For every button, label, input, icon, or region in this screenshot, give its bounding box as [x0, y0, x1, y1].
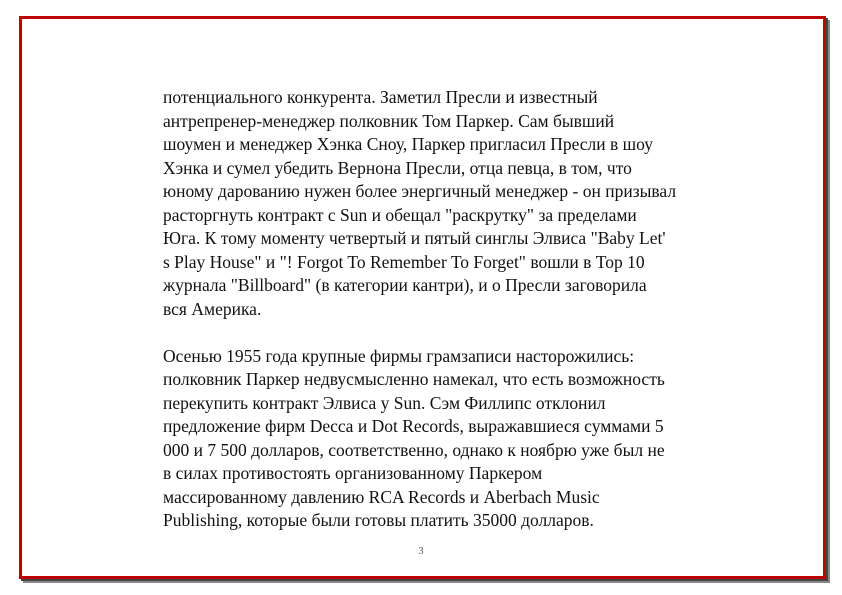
text-line: 000 и 7 500 долларов, соответственно, однако к ноябрю уже был не	[163, 439, 665, 460]
text-line: антрепренер-менеджер полковник Том Паркер. Сам бывший	[163, 110, 615, 131]
paragraph-1	[163, 86, 748, 321]
text-line: в силах противостоять организованному Паркером	[163, 463, 543, 483]
text-line: Хэнка и сумел убедить Вернона Пресли, отца певца, в том, что	[163, 157, 632, 178]
text-line: потенциального конкурента. Заметил Пресли и известный	[163, 87, 598, 107]
text-line: полковник Паркер недвусмысленно намекал, что есть возможность	[163, 369, 665, 389]
text-line: перекупить контракт Элвиса у Sun. Сэм Филлипс отклонил	[163, 392, 606, 413]
text-line: журнала "Billboard" (в категории кантри), и о Пресли заговорила	[163, 275, 647, 295]
document-body	[163, 86, 748, 533]
text-line: вся Америка.	[163, 298, 262, 319]
page-number: 3	[418, 546, 424, 557]
text-line: предложение фирм Decca и Dot Records, выражавшиеся суммами 5	[163, 416, 664, 436]
paragraph-2	[163, 345, 748, 533]
text-line: Юга. К тому моменту четвертый и пятый синглы Элвиса "Baby Let'	[163, 228, 666, 248]
text-line: Осенью 1955 года крупные фирмы грамзаписи насторожились:	[163, 345, 635, 366]
text-line: s Play House" и "! Forgot To Remember To Forget" вошли в Top 10	[163, 251, 645, 272]
text-line: Publishing, которые были готовы платить 35000 долларов.	[163, 510, 594, 530]
text-line: расторгнуть контракт с Sun и обещал "раскрутку" за пределами	[163, 204, 637, 225]
text-line: шоумен и менеджер Хэнка Сноу, Паркер пригласил Пресли в шоу	[163, 134, 653, 154]
text-line: юному дарованию нужен более энергичный менеджер - он призывал	[163, 181, 677, 201]
text-line: массированному давлению RCA Records и Aberbach Music	[163, 486, 600, 507]
